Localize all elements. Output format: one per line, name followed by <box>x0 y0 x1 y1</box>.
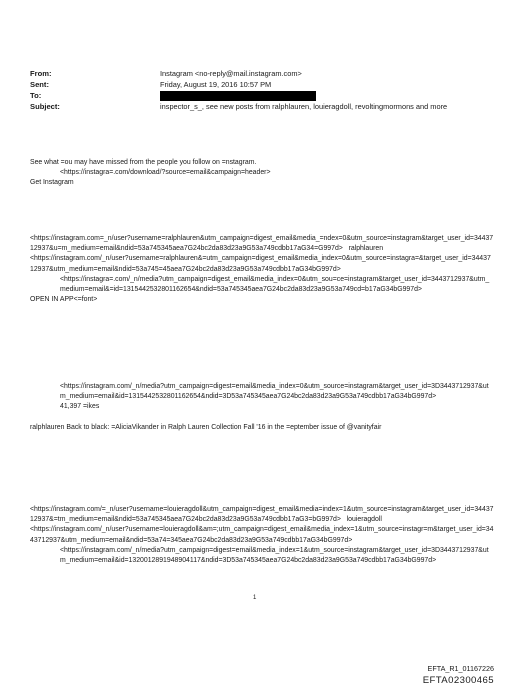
post-block-louieragdoll <box>30 505 494 566</box>
bates-number-small: EFTA_R1_01167226 <box>427 664 494 673</box>
intro-line: See what =ou may have missed from the people you follow on =nstagram. <box>30 159 257 166</box>
redaction-box <box>160 91 316 101</box>
get-instagram-text: Get Instagram <box>30 179 74 187</box>
post-caption: ralphlauren Back to black: =AliciaVikander in Ralph Lauren Collection Fall '16 in the =eptember issue of @vanityfair <box>30 423 382 431</box>
post-block-media <box>30 382 494 433</box>
intro-section <box>30 158 494 189</box>
subject-label: Subject: <box>30 102 60 111</box>
to-label: To: <box>30 91 42 100</box>
from-label: From: <box>30 69 52 78</box>
user-links[interactable]: <https://instagram.com=_n/user?username=ralphlauren&utm_campaign=digest_email&media_=ndex=0&utm_source=instagram&target_user_id=3443712937&u=m_medium=email&ndid=53a745345aea7G24bc2da83d23a9G53a749cdbb17aG34=G997d> ralphlauren <https://instagram.com/_n/user?username=ralphlauren&=utm_campaign=digest_email&media_index=0&utm_source=instagra=&target_user_id=3443712937&utm_medium=email&ndid=53a745=45aea7G24bc2da83d23a9G53a749cdbb17aG34bG997d> <box>30 235 494 273</box>
sent-value: Friday, August 19, 2016 10:57 PM <box>160 80 272 89</box>
media-link[interactable]: <https://instagram.com/_n/media?utm_campaign=digest=email&media_index=1&utm_source=instagram&target_user_id=3D3443712937&utm_medium=email&id=1320012891948904117&ndid=3D53a745345aea7G24bc2da83d23a9G53a749cdbb17aG34bG997d> <box>60 546 489 565</box>
user-links[interactable]: <https://instagram.com/=_n/user?username=louieragdoll&utm_campaign=digest_email&media=index=1&utm_source=instagram&target_user_id=3443712937&=tm_medium=email&ndid=53a745345aea7G24bc2da83d23a9G53a749cdbb17aG3=bG997d> louieragdoll <https://instagram.com/_n/user?username=louieragdoll&am=;utm_campaign=digest_email&media_index=1&utm_source=instagr=m&target_user_id=3443712937&utm_medium=email&ndid=53a74=345aea7G24bc2da83d23a9G53a749cdbb17aG34bG997d> <box>30 506 494 544</box>
media-link[interactable]: <https://instagra=.com/_n/media?utm_campaign=digest_email&media_index=0&utm_sou=ce=instagram&target_user_id=3443712937&utm_medium=email&=id=1315442532801162654&ndid=53a745345aea7G24bc2da83d23a9G53a749cd=b17aG34bG997d> <box>60 275 490 294</box>
media-link[interactable]: <https://instagram.com/_n/media?utm_campaign=digest=email&media_index=0&utm_source=instagram&target_user_id=3D3443712937&utm_medium=email&id=1315442532801162654&ndid=3D53a745345aea7G24bc2da83d23a9G53a749cdbb17aG34bG997d> <box>60 383 489 401</box>
subject-value: inspector_s_, see new posts from ralphlauren, louieragdoll, revoltingmormons and more <box>160 102 448 111</box>
page-number: 1 <box>253 595 257 601</box>
likes-count: 41,397 =ikes <box>60 403 100 411</box>
bates-number-large: EFTA02300465 <box>422 675 494 686</box>
open-in-app-text: OPEN IN APP<=font> <box>30 296 98 304</box>
from-value: Instagram <no-reply@mail.instagram.com> <box>160 69 302 78</box>
post-block-ralphlauren <box>30 234 494 305</box>
download-link[interactable]: <https://instagra=.com/download/?source=email&campaign=header> <box>60 169 271 177</box>
sent-label: Sent: <box>30 80 49 89</box>
